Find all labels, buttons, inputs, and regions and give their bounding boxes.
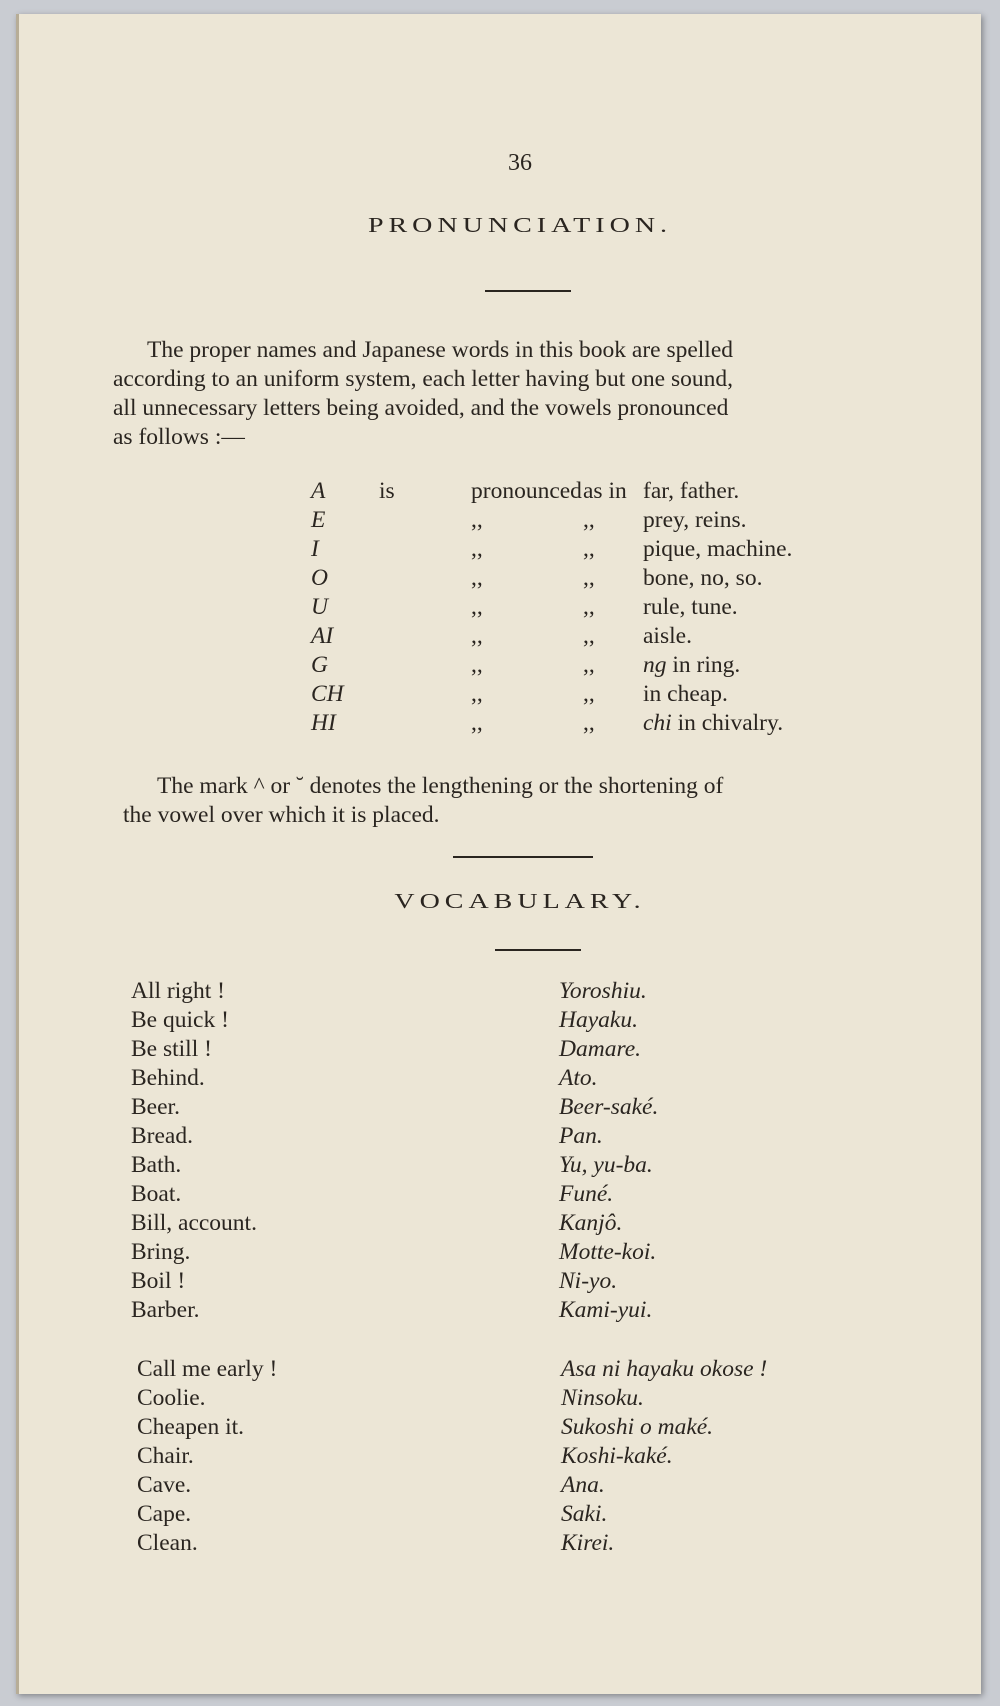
english-term: Call me early !	[137, 1356, 278, 1382]
vowel-sound-text: aisle.	[643, 623, 692, 649]
vowel-ditto: as in	[583, 478, 627, 504]
vocabulary-entry	[131, 1356, 951, 1385]
vocabulary-list	[131, 978, 951, 1589]
vowel-letter: CH	[311, 681, 344, 707]
japanese-term: Beer-saké.	[559, 1094, 659, 1120]
vowel-row	[307, 652, 867, 681]
vowel-sound	[643, 507, 747, 534]
vocabulary-entry	[131, 1065, 951, 1094]
japanese-term: Ato.	[559, 1065, 598, 1091]
vowel-sound	[643, 536, 792, 563]
vocabulary-entry	[131, 1385, 951, 1414]
japanese-term: Ninsoku.	[561, 1385, 644, 1411]
vowel-sound	[643, 623, 692, 650]
vowel-letter: E	[311, 507, 326, 533]
vocabulary-entry	[131, 1530, 951, 1559]
vowel-ditto: ,,	[583, 623, 595, 649]
vowel-sound	[643, 652, 740, 679]
japanese-term: Pan.	[559, 1123, 603, 1149]
vowel-letter: O	[311, 565, 328, 591]
vowel-letter: U	[311, 594, 328, 620]
vowel-sound-text: far, father.	[643, 478, 740, 504]
vowel-sound-text: pique, machine.	[643, 536, 793, 562]
vowel-ditto: ,,	[471, 594, 483, 620]
vocabulary-heading: VOCABULARY.	[394, 890, 646, 914]
vowel-ditto: ,,	[583, 594, 595, 620]
vowel-sound	[643, 565, 762, 592]
japanese-term: Ni-yo.	[559, 1268, 618, 1294]
vocabulary-entry	[131, 1036, 951, 1065]
vowel-ditto: ,,	[583, 652, 595, 678]
english-term: Cape.	[137, 1501, 192, 1527]
english-term: Beer.	[131, 1094, 180, 1120]
vowel-row	[307, 681, 867, 710]
vocabulary-entry	[131, 1152, 951, 1181]
mark-note	[123, 772, 965, 830]
english-term: Clean.	[137, 1530, 198, 1556]
vowel-sound-text: rule, tune.	[643, 594, 738, 620]
japanese-term: Kami-yui.	[559, 1297, 653, 1323]
pronunciation-intro	[113, 336, 955, 452]
english-term: Cave.	[137, 1472, 192, 1498]
pronunciation-heading: PRONUNCIATION.	[367, 214, 673, 238]
vocabulary-entry	[131, 1472, 951, 1501]
vowel-table	[307, 478, 867, 739]
english-term: Chair.	[137, 1443, 194, 1469]
vocabulary-entry	[131, 1297, 951, 1326]
vowel-sound-text: in cheap.	[643, 681, 728, 707]
intro-line: all unnecessary letters being avoided, and the vowels pronounced	[113, 395, 729, 421]
vowel-ditto: ,,	[471, 507, 483, 533]
heading-rule	[495, 949, 581, 951]
vowel-is: is	[379, 478, 395, 504]
japanese-term: Koshi-kaké.	[561, 1443, 673, 1469]
vowel-row	[307, 536, 867, 565]
japanese-term: Yu, yu-ba.	[559, 1152, 653, 1178]
vowel-ditto: ,,	[583, 681, 595, 707]
english-term: All right !	[131, 978, 225, 1004]
mark-line: The mark ^ or ˘ denotes the lengthening or the shortening of	[157, 773, 724, 799]
vocabulary-entry	[131, 1443, 951, 1472]
vocabulary-group	[131, 1356, 951, 1559]
english-term: Barber.	[131, 1297, 200, 1323]
english-term: Coolie.	[137, 1385, 206, 1411]
vowel-sound-italic: chi	[643, 710, 672, 736]
vowel-sound-text: in ring.	[666, 652, 741, 678]
vowel-row	[307, 594, 867, 623]
english-term: Be quick !	[131, 1007, 229, 1033]
vocabulary-entry	[131, 1007, 951, 1036]
vocabulary-entry	[131, 1094, 951, 1123]
vowel-sound-text: prey, reins.	[643, 507, 747, 533]
vocabulary-entry	[131, 1501, 951, 1530]
page-number: 36	[508, 150, 532, 176]
mark-line: the vowel over which it is placed.	[123, 802, 440, 828]
vowel-sound	[643, 710, 783, 737]
japanese-term: Sukoshi o maké.	[561, 1414, 714, 1440]
vocabulary-entry	[131, 1123, 951, 1152]
english-term: Bring.	[131, 1239, 191, 1265]
japanese-term: Asa ni hayaku okose !	[561, 1356, 768, 1382]
vowel-ditto: ,,	[471, 623, 483, 649]
intro-line: according to an uniform system, each letter having but one sound,	[113, 366, 733, 392]
japanese-term: Kirei.	[561, 1530, 615, 1556]
english-term: Cheapen it.	[137, 1414, 245, 1440]
vowel-letter: HI	[311, 710, 336, 736]
vowel-ditto: ,,	[471, 652, 483, 678]
vowel-ditto: ,,	[583, 536, 595, 562]
vocabulary-entry	[131, 1268, 951, 1297]
section-divider	[453, 856, 593, 858]
japanese-term: Funé.	[559, 1181, 614, 1207]
vowel-ditto: ,,	[583, 710, 595, 736]
japanese-term: Kanjô.	[559, 1210, 623, 1236]
intro-line: The proper names and Japanese words in this book are spelled	[147, 337, 734, 363]
english-term: Be still !	[131, 1036, 212, 1062]
vowel-row	[307, 565, 867, 594]
vowel-ditto: ,,	[471, 565, 483, 591]
vowel-letter: I	[311, 536, 319, 562]
vowel-sound	[643, 478, 739, 505]
english-term: Bath.	[131, 1152, 182, 1178]
english-term: Bill, account.	[131, 1210, 257, 1236]
vowel-sound	[643, 681, 728, 708]
vocabulary-group	[131, 978, 951, 1326]
vowel-row	[307, 710, 867, 739]
vowel-sound	[643, 594, 738, 621]
intro-line: as follows :—	[113, 424, 245, 450]
heading-rule	[485, 290, 571, 292]
book-page	[16, 14, 981, 1694]
vowel-ditto: ,,	[471, 681, 483, 707]
japanese-term: Damare.	[559, 1036, 642, 1062]
japanese-term: Ana.	[561, 1472, 605, 1498]
japanese-term: Saki.	[561, 1501, 608, 1527]
vowel-letter: A	[311, 478, 326, 504]
vocabulary-entry	[131, 1239, 951, 1268]
vocabulary-entry	[131, 1210, 951, 1239]
vocabulary-entry	[131, 978, 951, 1007]
vowel-letter: AI	[311, 623, 334, 649]
japanese-term: Yoroshiu.	[559, 978, 647, 1004]
vowel-row	[307, 507, 867, 536]
english-term: Boat.	[131, 1181, 182, 1207]
vowel-ditto: pronounced	[471, 478, 582, 504]
vowel-ditto: ,,	[583, 507, 595, 533]
vowel-row	[307, 623, 867, 652]
japanese-term: Hayaku.	[559, 1007, 638, 1033]
vocabulary-entry	[131, 1414, 951, 1443]
vowel-row	[307, 478, 867, 507]
vowel-letter: G	[311, 652, 328, 678]
english-term: Behind.	[131, 1065, 205, 1091]
japanese-term: Motte-koi.	[559, 1239, 657, 1265]
vowel-sound-text: bone, no, so.	[643, 565, 763, 591]
vowel-ditto: ,,	[583, 565, 595, 591]
vocabulary-entry	[131, 1181, 951, 1210]
english-term: Boil !	[131, 1268, 186, 1294]
vowel-ditto: ,,	[471, 710, 483, 736]
vowel-ditto: ,,	[471, 536, 483, 562]
vowel-sound-text: in chivalry.	[671, 710, 784, 736]
vowel-sound-italic: ng	[643, 652, 667, 678]
english-term: Bread.	[131, 1123, 193, 1149]
